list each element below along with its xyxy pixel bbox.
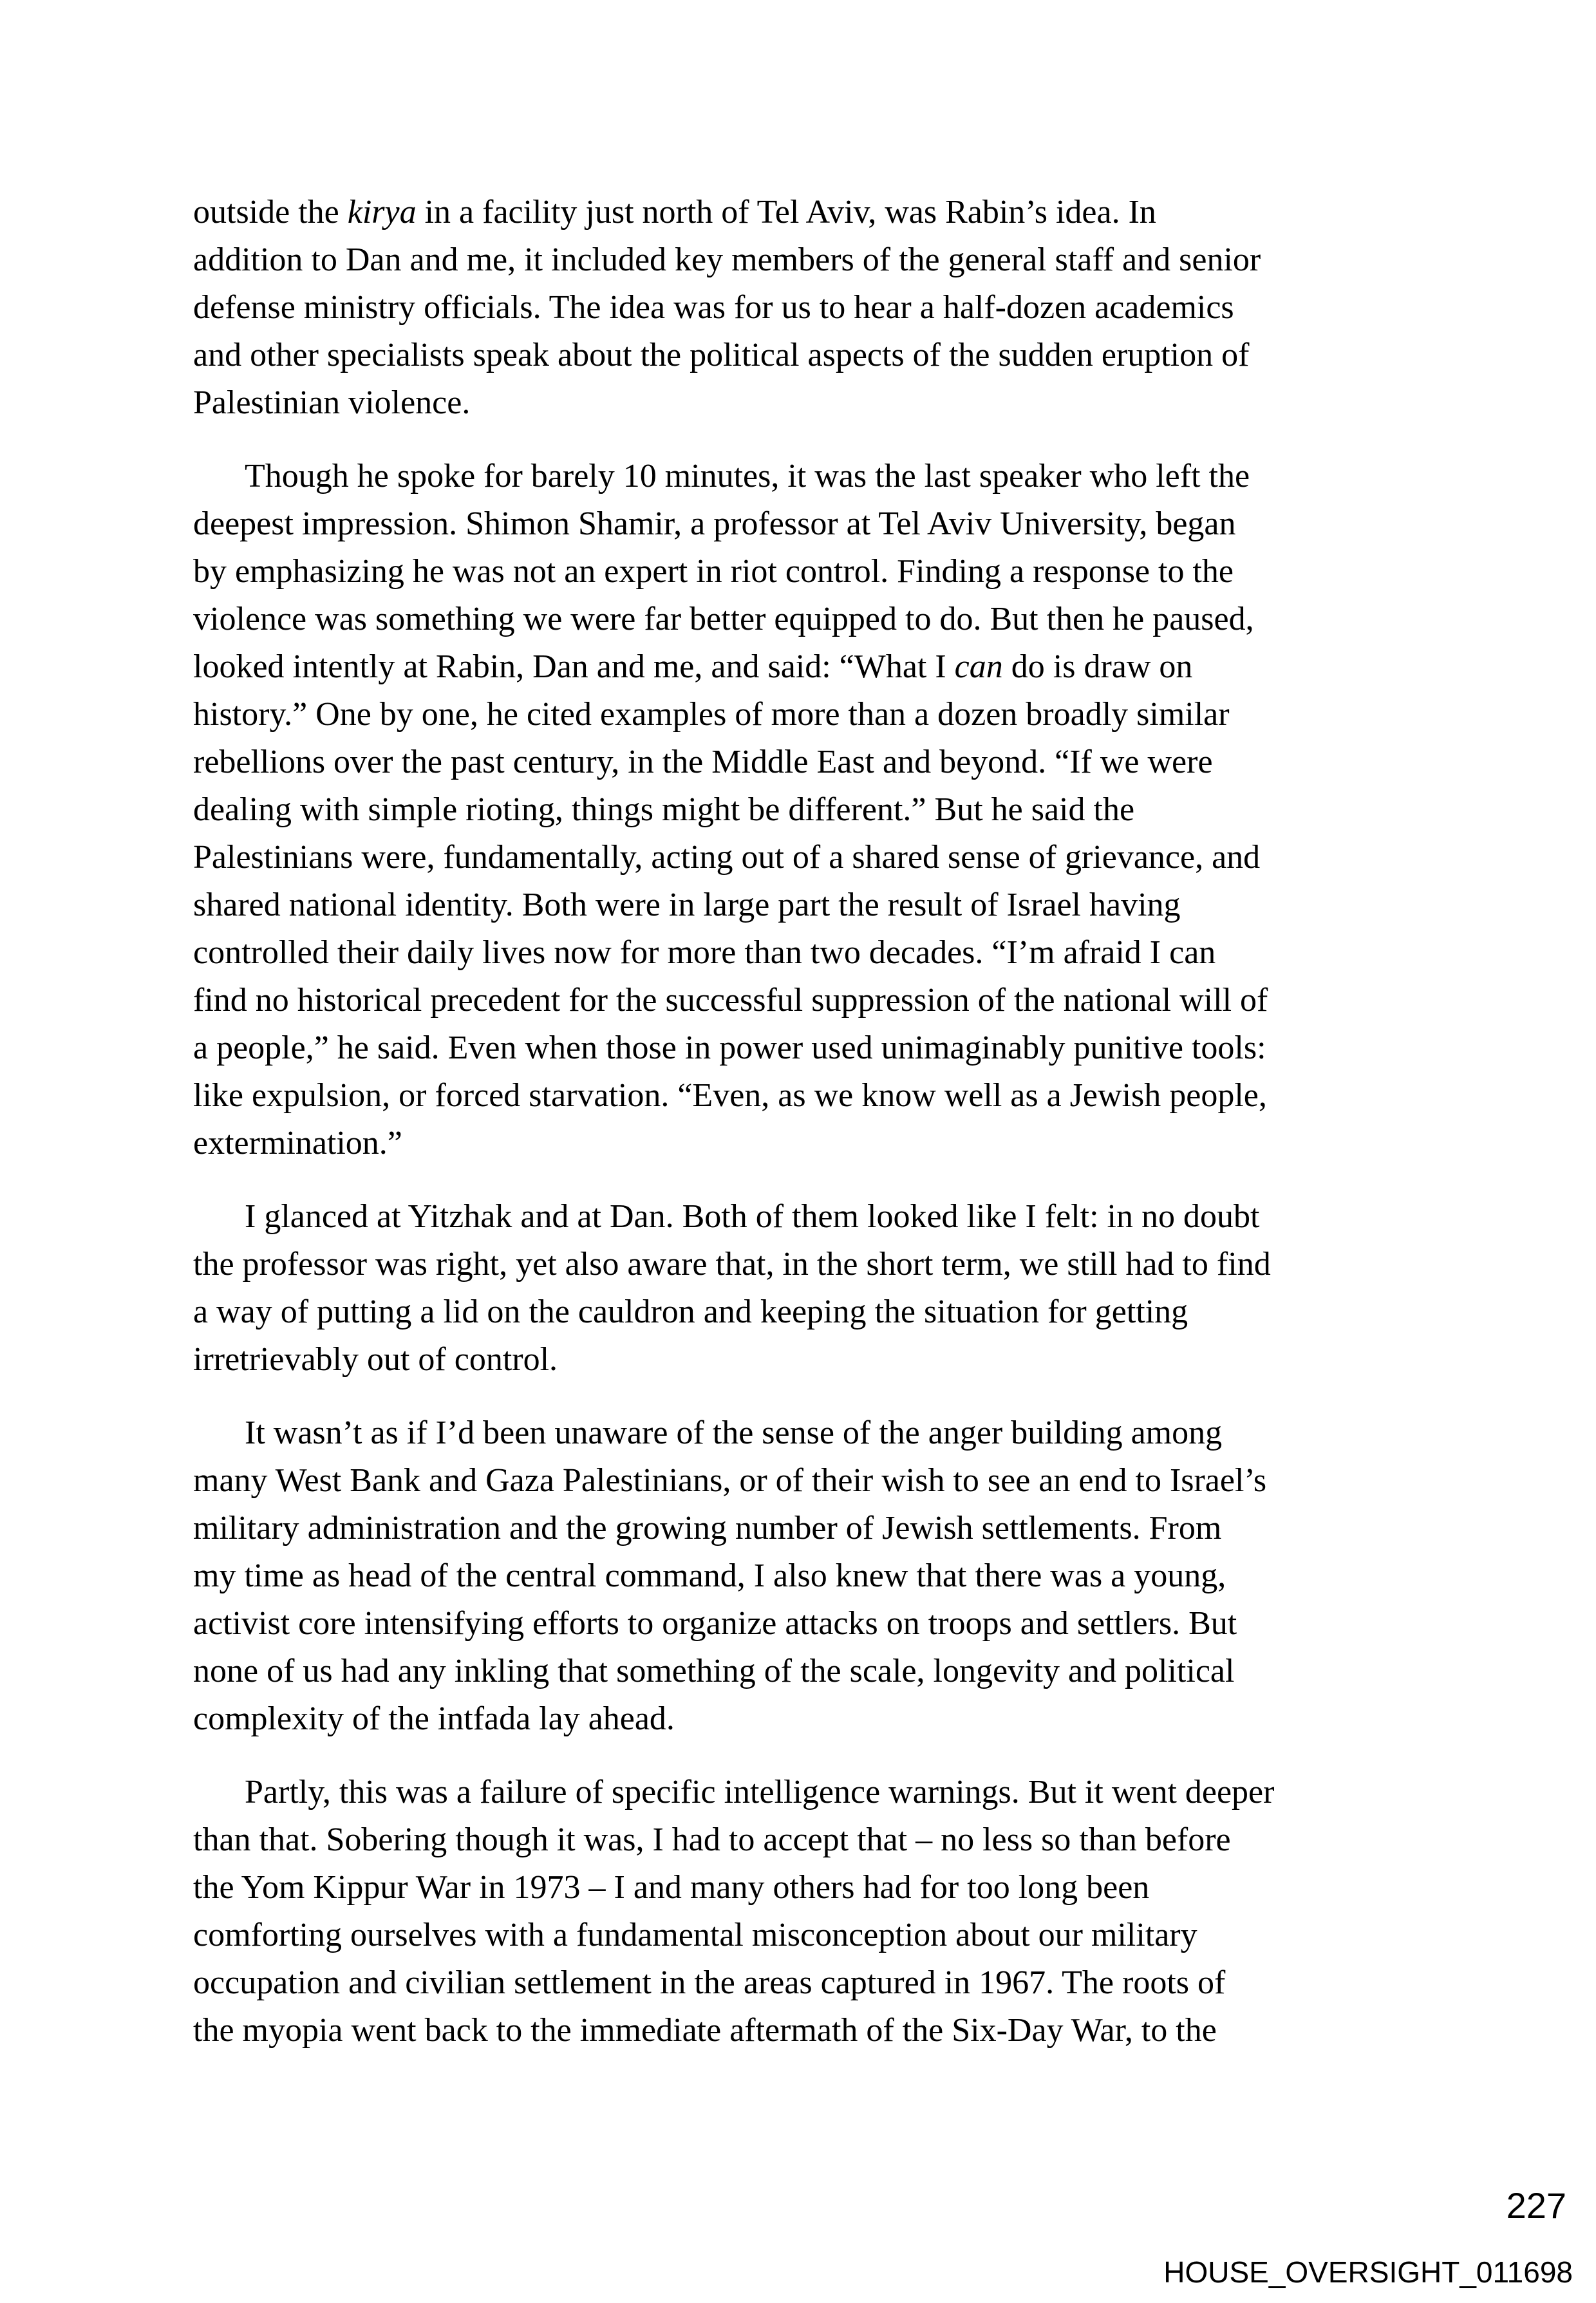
text-line: none of us had any inkling that something of the scale, longevity and political xyxy=(193,1653,1235,1689)
text-line: deepest impression. Shimon Shamir, a professor at Tel Aviv University, began xyxy=(193,505,1236,542)
text-line: dealing with simple rioting, things might be different.” But he said the xyxy=(193,791,1135,828)
text-line: complexity of the intfada lay ahead. xyxy=(193,1700,675,1737)
text-line: many West Bank and Gaza Palestinians, or of their wish to see an end to Israel’s xyxy=(193,1462,1267,1499)
paragraph xyxy=(193,1409,1429,1743)
text-line: history.” One by one, he cited examples of more than a dozen broadly similar xyxy=(193,696,1230,733)
text-line: occupation and civilian settlement in the areas captured in 1967. The roots of xyxy=(193,1964,1226,2001)
text-line: Partly, this was a failure of specific intelligence warnings. But it went deeper xyxy=(245,1774,1275,1810)
text-line: addition to Dan and me, it included key members of the general staff and senior xyxy=(193,241,1261,278)
paragraph xyxy=(193,189,1429,427)
text-line: like expulsion, or forced starvation. “Even, as we know well as a Jewish people, xyxy=(193,1077,1267,1114)
text-line: activist core intensifying efforts to organize attacks on troops and settlers. But xyxy=(193,1605,1237,1642)
bates-stamp: HOUSE_OVERSIGHT_011698 xyxy=(1163,2255,1573,2289)
text-line: irretrievably out of control. xyxy=(193,1341,558,1378)
text-line: by emphasizing he was not an expert in riot control. Finding a response to the xyxy=(193,553,1234,590)
text-line: Palestinian violence. xyxy=(193,384,471,421)
text-line: I glanced at Yitzhak and at Dan. Both of them looked like I felt: in no doubt xyxy=(245,1198,1260,1235)
text-line: rebellions over the past century, in the Middle East and beyond. “If we were xyxy=(193,744,1213,780)
text-line: find no historical precedent for the successful suppression of the national will of xyxy=(193,982,1268,1019)
text-line: a way of putting a lid on the cauldron and keeping the situation for getting xyxy=(193,1293,1188,1330)
text-line: comforting ourselves with a fundamental misconception about our military xyxy=(193,1917,1197,1953)
paragraph xyxy=(193,1193,1429,1384)
text-line: the professor was right, yet also aware that, in the short term, we still had to find xyxy=(193,1246,1271,1283)
text-line: the Yom Kippur War in 1973 – I and many others had for too long been xyxy=(193,1869,1150,1906)
text-line: Though he spoke for barely 10 minutes, it was the last speaker who left the xyxy=(245,458,1250,494)
text-line: controlled their daily lives now for more than two decades. “I’m afraid I can xyxy=(193,934,1216,971)
text-line: than that. Sobering though it was, I had to accept that – no less so than before xyxy=(193,1821,1231,1858)
text-line: looked intently at Rabin, Dan and me, and said: “What I can do is draw on xyxy=(193,648,1193,685)
text-line: my time as head of the central command, I also knew that there was a young, xyxy=(193,1557,1226,1594)
text-line: violence was something we were far better equipped to do. But then he paused, xyxy=(193,601,1254,637)
text-line: defense ministry officials. The idea was for us to hear a half-dozen academics xyxy=(193,289,1234,326)
text-line: military administration and the growing number of Jewish settlements. From xyxy=(193,1510,1222,1546)
paragraph xyxy=(193,453,1429,1167)
text-line: a people,” he said. Even when those in power used unimaginably punitive tools: xyxy=(193,1029,1266,1066)
text-line: extermination.” xyxy=(193,1125,402,1161)
text-block xyxy=(193,189,1429,2080)
text-line: Palestinians were, fundamentally, acting out of a shared sense of grievance, and xyxy=(193,839,1261,876)
paragraph xyxy=(193,1769,1429,2054)
text-line: and other specialists speak about the political aspects of the sudden eruption of xyxy=(193,337,1250,373)
text-line: the myopia went back to the immediate aftermath of the Six-Day War, to the xyxy=(193,2012,1217,2049)
text-line: shared national identity. Both were in large part the result of Israel having xyxy=(193,887,1181,923)
text-line: It wasn’t as if I’d been unaware of the sense of the anger building among xyxy=(245,1415,1223,1451)
page-number: 227 xyxy=(1506,2185,1566,2226)
text-line: outside the kirya in a facility just north of Tel Aviv, was Rabin’s idea. In xyxy=(193,194,1156,230)
